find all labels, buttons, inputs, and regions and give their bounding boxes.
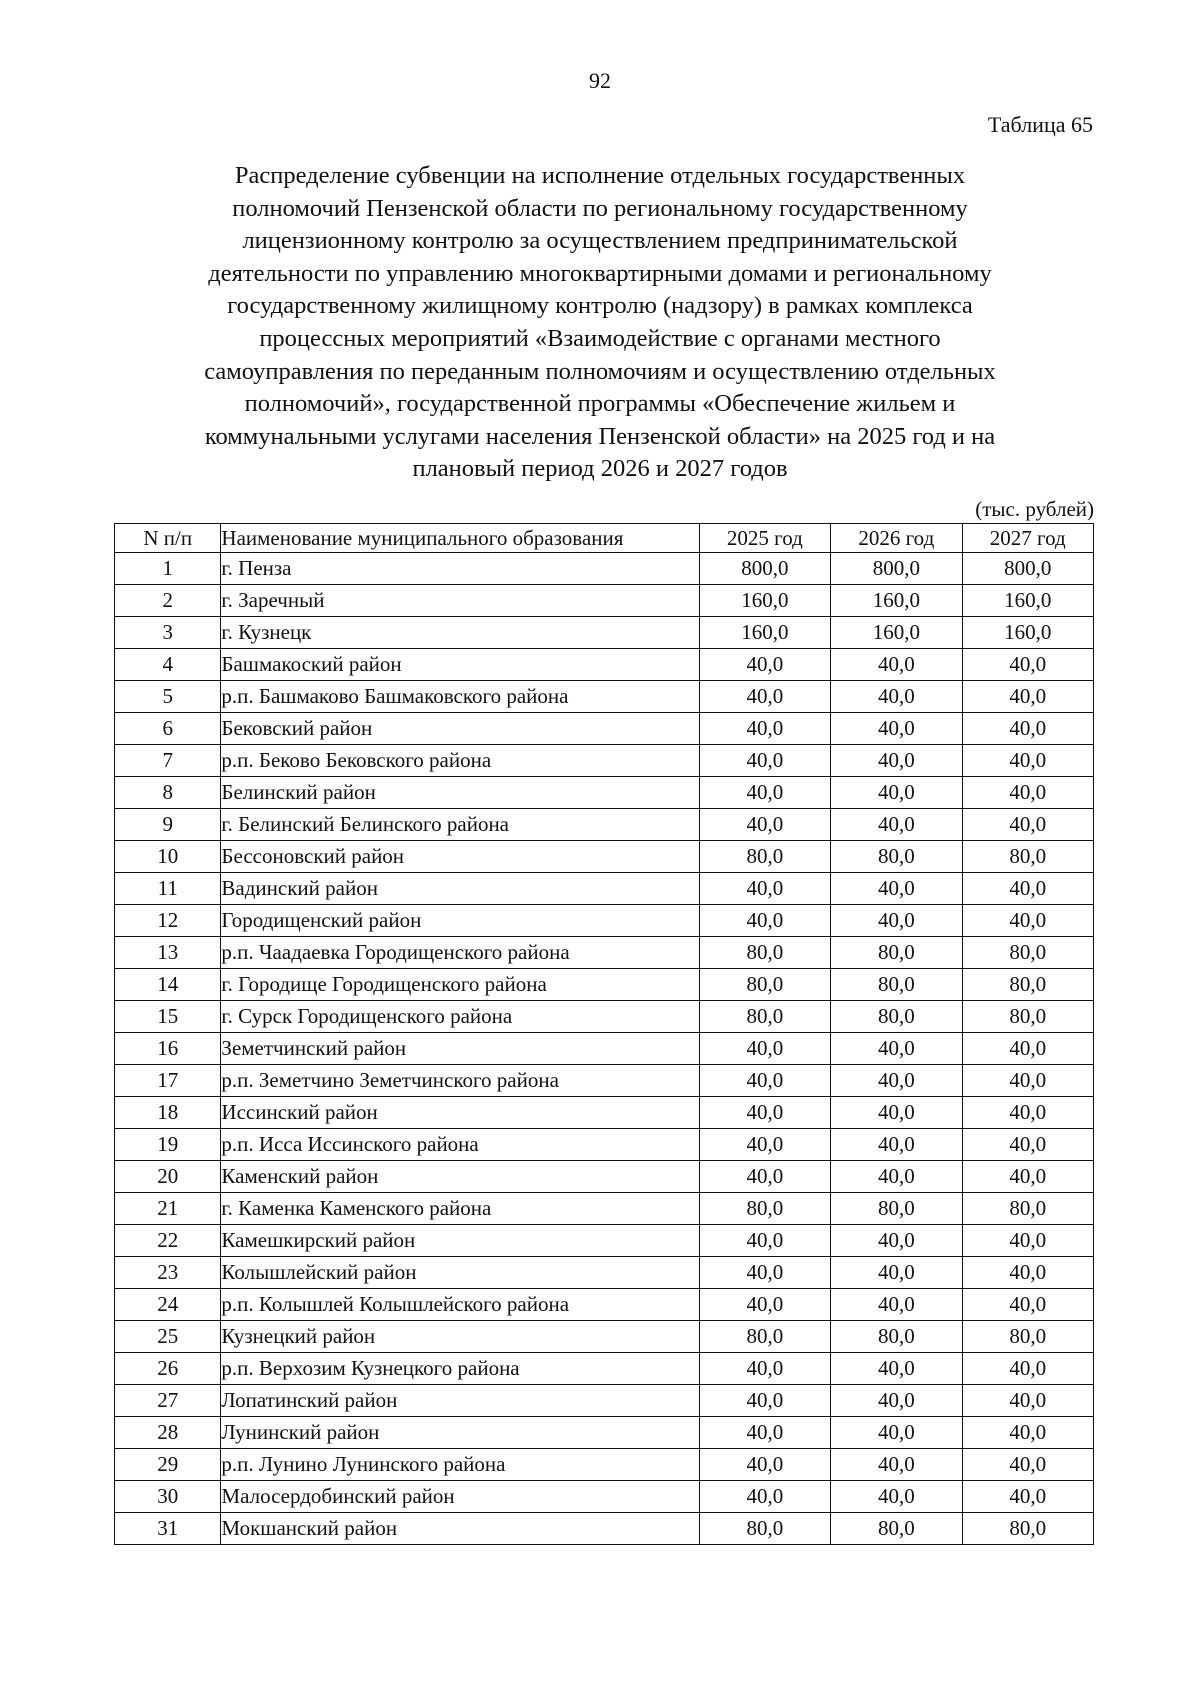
municipality-name: Белинский район: [221, 777, 699, 809]
table-row: [115, 713, 1094, 745]
value-2027: 160,0: [962, 617, 1093, 649]
value-2025: 40,0: [699, 873, 830, 905]
row-number: 5: [115, 681, 221, 713]
value-2026: 800,0: [831, 553, 962, 585]
value-2026: 40,0: [831, 1097, 962, 1129]
value-2027: 40,0: [962, 1417, 1093, 1449]
value-2027: 40,0: [962, 1097, 1093, 1129]
value-2025: 40,0: [699, 1065, 830, 1097]
value-2025: 160,0: [699, 585, 830, 617]
value-2026: 40,0: [831, 1161, 962, 1193]
title-line: лицензионному контролю за осуществлением предпринимательской: [242, 227, 958, 255]
value-2027: 40,0: [962, 713, 1093, 745]
municipality-name: р.п. Башмаково Башмаковского района: [221, 681, 699, 713]
table-row: [115, 681, 1094, 713]
value-2025: 40,0: [699, 1385, 830, 1417]
value-2026: 40,0: [831, 777, 962, 809]
value-2025: 80,0: [699, 969, 830, 1001]
table-label: Таблица 65: [987, 112, 1093, 137]
table-row: [115, 617, 1094, 649]
value-2027: 40,0: [962, 873, 1093, 905]
value-2027: 40,0: [962, 1385, 1093, 1417]
row-number: 10: [115, 841, 221, 873]
municipality-name: Кузнецкий район: [221, 1321, 699, 1353]
value-2026: 80,0: [831, 841, 962, 873]
value-2026: 40,0: [831, 745, 962, 777]
row-number: 8: [115, 777, 221, 809]
row-number: 11: [115, 873, 221, 905]
value-2026: 40,0: [831, 1289, 962, 1321]
row-number: 19: [115, 1129, 221, 1161]
value-2026: 80,0: [831, 1513, 962, 1545]
municipality-name: р.п. Верхозим Кузнецкого района: [221, 1353, 699, 1385]
table-row: [115, 1385, 1094, 1417]
value-2025: 40,0: [699, 1417, 830, 1449]
row-number: 4: [115, 649, 221, 681]
row-number: 16: [115, 1033, 221, 1065]
value-2026: 40,0: [831, 873, 962, 905]
value-2025: 80,0: [699, 1193, 830, 1225]
row-number: 24: [115, 1289, 221, 1321]
value-2027: 80,0: [962, 1513, 1093, 1545]
row-number: 12: [115, 905, 221, 937]
value-2026: 40,0: [831, 1449, 962, 1481]
municipality-name: р.п. Исса Иссинского района: [221, 1129, 699, 1161]
value-2025: 40,0: [699, 1097, 830, 1129]
municipality-name: г. Городище Городищенского района: [221, 969, 699, 1001]
value-2027: 40,0: [962, 1161, 1093, 1193]
subvention-table: [114, 523, 1094, 1545]
value-2025: 40,0: [699, 745, 830, 777]
value-2027: 40,0: [962, 1257, 1093, 1289]
units-label: (тыс. рублей): [975, 497, 1094, 521]
municipality-name: р.п. Колышлей Колышлейского района: [221, 1289, 699, 1321]
table-row: [115, 1353, 1094, 1385]
value-2026: 40,0: [831, 1257, 962, 1289]
header-name: Наименование муниципального образования: [221, 524, 699, 553]
value-2027: 800,0: [962, 553, 1093, 585]
municipality-name: р.п. Беково Бековского района: [221, 745, 699, 777]
table-row: [115, 873, 1094, 905]
municipality-name: р.п. Лунино Лунинского района: [221, 1449, 699, 1481]
value-2025: 160,0: [699, 617, 830, 649]
value-2027: 80,0: [962, 1321, 1093, 1353]
title-line: процессных мероприятий «Взаимодействие с органами местного: [259, 324, 941, 352]
value-2026: 80,0: [831, 1001, 962, 1033]
value-2026: 160,0: [831, 617, 962, 649]
row-number: 27: [115, 1385, 221, 1417]
value-2025: 80,0: [699, 1001, 830, 1033]
value-2026: 40,0: [831, 649, 962, 681]
value-2025: 40,0: [699, 713, 830, 745]
row-number: 18: [115, 1097, 221, 1129]
value-2026: 80,0: [831, 1193, 962, 1225]
table-row: [115, 1481, 1094, 1513]
row-number: 14: [115, 969, 221, 1001]
table-row: [115, 905, 1094, 937]
table-row: [115, 1513, 1094, 1545]
value-2025: 40,0: [699, 1289, 830, 1321]
row-number: 28: [115, 1417, 221, 1449]
municipality-name: г. Пенза: [221, 553, 699, 585]
table-row: [115, 1065, 1094, 1097]
municipality-name: г. Белинский Белинского района: [221, 809, 699, 841]
value-2025: 80,0: [699, 937, 830, 969]
value-2026: 80,0: [831, 937, 962, 969]
table-row: [115, 1129, 1094, 1161]
municipality-name: Башмакоский район: [221, 649, 699, 681]
table-row: [115, 1161, 1094, 1193]
row-number: 30: [115, 1481, 221, 1513]
table-row: [115, 1001, 1094, 1033]
value-2027: 40,0: [962, 1129, 1093, 1161]
value-2026: 40,0: [831, 1385, 962, 1417]
value-2027: 80,0: [962, 937, 1093, 969]
table-row: [115, 777, 1094, 809]
value-2025: 80,0: [699, 1513, 830, 1545]
table-row: [115, 1289, 1094, 1321]
value-2026: 40,0: [831, 1481, 962, 1513]
value-2027: 80,0: [962, 1001, 1093, 1033]
value-2027: 40,0: [962, 1289, 1093, 1321]
row-number: 15: [115, 1001, 221, 1033]
row-number: 7: [115, 745, 221, 777]
municipality-name: Лунинский район: [221, 1417, 699, 1449]
row-number: 6: [115, 713, 221, 745]
table-row: [115, 1321, 1094, 1353]
value-2026: 40,0: [831, 713, 962, 745]
value-2027: 160,0: [962, 585, 1093, 617]
title-line: плановый период 2026 и 2027 годов: [412, 455, 788, 483]
value-2025: 800,0: [699, 553, 830, 585]
value-2027: 40,0: [962, 809, 1093, 841]
title-line: деятельности по управлению многоквартирными домами и региональному: [208, 259, 992, 287]
municipality-name: Колышлейский район: [221, 1257, 699, 1289]
header-2026: 2026 год: [831, 524, 962, 553]
table-row: [115, 649, 1094, 681]
title-line: самоуправления по переданным полномочиям и осуществлению отдельных: [204, 357, 996, 385]
value-2025: 40,0: [699, 681, 830, 713]
municipality-name: Камешкирский район: [221, 1225, 699, 1257]
table-header-row: [115, 524, 1094, 553]
value-2026: 80,0: [831, 1321, 962, 1353]
value-2027: 80,0: [962, 1193, 1093, 1225]
row-number: 29: [115, 1449, 221, 1481]
header-number: N п/п: [115, 524, 221, 553]
value-2027: 40,0: [962, 681, 1093, 713]
value-2026: 160,0: [831, 585, 962, 617]
value-2026: 40,0: [831, 1417, 962, 1449]
value-2026: 40,0: [831, 1065, 962, 1097]
municipality-name: г. Каменка Каменского района: [221, 1193, 699, 1225]
value-2026: 40,0: [831, 1353, 962, 1385]
value-2027: 40,0: [962, 1481, 1093, 1513]
value-2025: 40,0: [699, 1257, 830, 1289]
title-line: государственному жилищному контролю (надзору) в рамках комплекса: [227, 292, 973, 320]
municipality-name: Бессоновский район: [221, 841, 699, 873]
row-number: 2: [115, 585, 221, 617]
row-number: 22: [115, 1225, 221, 1257]
value-2027: 40,0: [962, 745, 1093, 777]
table-row: [115, 1097, 1094, 1129]
municipality-name: Вадинский район: [221, 873, 699, 905]
row-number: 9: [115, 809, 221, 841]
value-2025: 80,0: [699, 1321, 830, 1353]
value-2027: 40,0: [962, 1353, 1093, 1385]
municipality-name: Мокшанский район: [221, 1513, 699, 1545]
value-2025: 40,0: [699, 1449, 830, 1481]
row-number: 1: [115, 553, 221, 585]
table-row: [115, 969, 1094, 1001]
municipality-name: Земетчинский район: [221, 1033, 699, 1065]
table-row: [115, 809, 1094, 841]
value-2025: 40,0: [699, 777, 830, 809]
row-number: 25: [115, 1321, 221, 1353]
value-2027: 40,0: [962, 1033, 1093, 1065]
header-2025: 2025 год: [699, 524, 830, 553]
value-2025: 40,0: [699, 1353, 830, 1385]
value-2026: 40,0: [831, 1129, 962, 1161]
table-row: [115, 1033, 1094, 1065]
value-2025: 40,0: [699, 1481, 830, 1513]
table-row: [115, 841, 1094, 873]
row-number: 21: [115, 1193, 221, 1225]
table-row: [115, 1193, 1094, 1225]
value-2026: 40,0: [831, 1225, 962, 1257]
municipality-name: г. Заречный: [221, 585, 699, 617]
table-row: [115, 1257, 1094, 1289]
row-number: 17: [115, 1065, 221, 1097]
value-2025: 40,0: [699, 1161, 830, 1193]
value-2025: 40,0: [699, 809, 830, 841]
value-2026: 80,0: [831, 969, 962, 1001]
municipality-name: Бековский район: [221, 713, 699, 745]
value-2027: 40,0: [962, 649, 1093, 681]
table-row: [115, 585, 1094, 617]
table-row: [115, 745, 1094, 777]
row-number: 20: [115, 1161, 221, 1193]
municipality-name: Городищенский район: [221, 905, 699, 937]
row-number: 3: [115, 617, 221, 649]
value-2025: 80,0: [699, 841, 830, 873]
value-2025: 40,0: [699, 649, 830, 681]
value-2026: 40,0: [831, 681, 962, 713]
municipality-name: Лопатинский район: [221, 1385, 699, 1417]
value-2027: 40,0: [962, 1065, 1093, 1097]
value-2027: 40,0: [962, 1225, 1093, 1257]
municipality-name: г. Сурск Городищенского района: [221, 1001, 699, 1033]
value-2027: 80,0: [962, 841, 1093, 873]
value-2026: 40,0: [831, 809, 962, 841]
municipality-name: р.п. Чаадаевка Городищенского района: [221, 937, 699, 969]
municipality-name: Каменский район: [221, 1161, 699, 1193]
value-2025: 40,0: [699, 1225, 830, 1257]
municipality-name: р.п. Земетчино Земетчинского района: [221, 1065, 699, 1097]
header-2027: 2027 год: [962, 524, 1093, 553]
value-2026: 40,0: [831, 905, 962, 937]
value-2025: 40,0: [699, 905, 830, 937]
value-2026: 40,0: [831, 1033, 962, 1065]
title-line: полномочий», государственной программы «Обеспечение жильем и: [244, 390, 956, 418]
value-2025: 40,0: [699, 1033, 830, 1065]
value-2027: 80,0: [962, 969, 1093, 1001]
table-row: [115, 1417, 1094, 1449]
value-2025: 40,0: [699, 1129, 830, 1161]
row-number: 26: [115, 1353, 221, 1385]
title-line: Распределение субвенции на исполнение отдельных государственных: [234, 162, 966, 189]
table-row: [115, 937, 1094, 969]
municipality-name: Иссинский район: [221, 1097, 699, 1129]
row-number: 13: [115, 937, 221, 969]
table-row: [115, 1449, 1094, 1481]
row-number: 23: [115, 1257, 221, 1289]
page-number: 92: [589, 68, 611, 93]
document-title: [130, 160, 1070, 486]
municipality-name: Малосердобинский район: [221, 1481, 699, 1513]
title-line: полномочий Пензенской области по региональному государственному: [232, 194, 968, 222]
municipality-name: г. Кузнецк: [221, 617, 699, 649]
title-line: коммунальными услугами населения Пензенской области» на 2025 год и на: [204, 422, 996, 450]
table-row: [115, 553, 1094, 585]
value-2027: 40,0: [962, 1449, 1093, 1481]
table-row: [115, 1225, 1094, 1257]
value-2027: 40,0: [962, 905, 1093, 937]
row-number: 31: [115, 1513, 221, 1545]
value-2027: 40,0: [962, 777, 1093, 809]
